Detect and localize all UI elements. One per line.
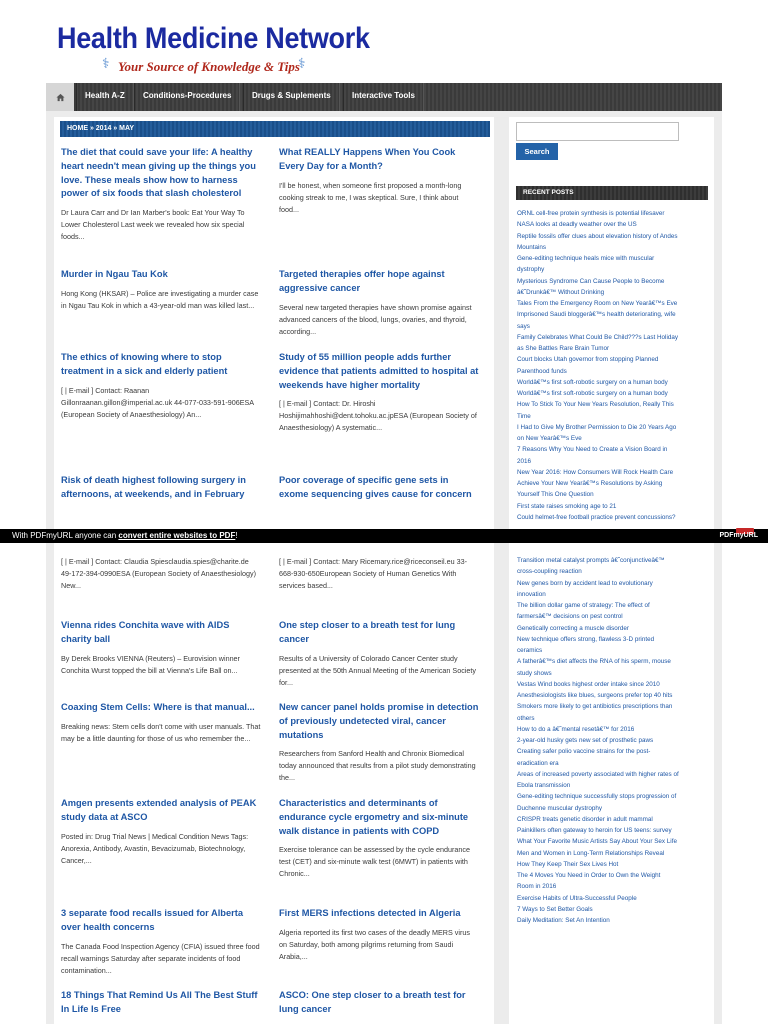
- post-excerpt: Hong Kong (HKSAR) – Police are investigating a murder case in Ngau Tau Kok in which a 43-year-old man was killed last...: [61, 288, 259, 310]
- post-card: [279, 474, 479, 502]
- post-card: [61, 797, 261, 867]
- recent-post-link[interactable]: Ebola transmission: [517, 782, 571, 789]
- recent-post-link[interactable]: Genetically correcting a muscle disorder: [517, 624, 629, 632]
- recent-post-link[interactable]: Areas of increased poverty associated with higher rates of: [517, 770, 679, 778]
- recent-post-link[interactable]: How to do a â€˜mental resetâ€™ for 2016: [517, 725, 635, 733]
- recent-post-link[interactable]: Family Celebrates What Could Be Child???s Last Holiday: [517, 333, 678, 341]
- caduceus-icon: ⚕: [102, 55, 110, 71]
- post-excerpt: Dr Laura Carr and Dr Ian Marber's book: Eat Your Way To Lower Cholesterol Last week we revealed how six special foods...: [61, 208, 245, 242]
- post-title-link[interactable]: The diet that could save your life: A healthy heart needn't mean giving up the things you love. These meals show how to harness power of six foods that slash cholesterol: [61, 147, 256, 199]
- recent-post-link[interactable]: Gene-editing technique heals mice with muscular: [517, 255, 655, 262]
- recent-post-link[interactable]: cross-coupling reaction: [517, 568, 582, 576]
- post-excerpt: Researchers from Sanford Health and Chronix Biomedical today announced that results from a pilot study demonstrating the...: [279, 749, 476, 783]
- recent-post-link[interactable]: Reptile fossils offer clues about elevation history of Andes: [517, 232, 678, 240]
- post-title-link[interactable]: The ethics of knowing where to stop treatment in a sick and elderly patient: [61, 352, 228, 376]
- recent-post-link[interactable]: others: [517, 714, 535, 722]
- pdf-banner: [0, 529, 768, 543]
- post-title-link[interactable]: First MERS infections detected in Algeria: [279, 908, 461, 918]
- post-excerpt: [ | E-mail ] Contact: Dr. Hiroshi Hoshijimahhoshi@dent.tohoku.ac.jpESA (European Society of Anaesthesiology) A systematic...: [279, 399, 477, 433]
- recent-post-link[interactable]: 7 Ways to Set Better Goals: [517, 905, 593, 913]
- recent-post-link[interactable]: Painkillers often gateway to heroin for US teens: survey: [517, 827, 672, 834]
- nav-drugs-suplements[interactable]: Drugs & Suplements: [243, 83, 340, 111]
- post-excerpt: Breaking news: Stem cells don't come with user manuals. That may be a little daunting for those of us who remember the...: [61, 721, 261, 743]
- home-button[interactable]: [46, 83, 74, 111]
- recent-posts-list: [517, 555, 709, 926]
- recent-post-link[interactable]: How They Keep Their Sex Lives Hot: [517, 860, 619, 868]
- post-excerpt: I'll be honest, when someone first proposed a month-long cooking streak to me, I was skeptical. Sure, I think about food...: [279, 180, 462, 214]
- recent-post-link[interactable]: ORNL cell-free protein synthesis is potential lifesaver: [517, 210, 665, 217]
- post-title-link[interactable]: Characteristics and determinants of endurance cycle ergometry and six-minute walk distance in patients with COPD: [279, 798, 469, 836]
- recent-post-link[interactable]: 7 Reasons Why You Need to Create a Vision Board in: [517, 446, 668, 454]
- post-card: [279, 907, 479, 963]
- recent-post-link[interactable]: on New Yearâ€™s Eve: [517, 435, 582, 442]
- recent-post-link[interactable]: as She Battles Rare Brain Tumor: [517, 345, 610, 352]
- recent-post-link[interactable]: Mysterious Syndrome Can Cause People to Become: [517, 277, 665, 285]
- post-title-link[interactable]: What REALLY Happens When You Cook Every Day for a Month?: [279, 147, 456, 171]
- recent-post-link[interactable]: Court blocks Utah governor from stopping Planned: [517, 356, 659, 364]
- post-excerpt: Exercise tolerance can be assessed by the cycle endurance test (CET) and six-minute walk test (6MWT) in patients with Chronic...: [279, 845, 470, 879]
- recent-post-link[interactable]: Creating safer polio vaccine strains for the post-: [517, 748, 651, 756]
- recent-post-link[interactable]: I Had to Give My Brother Permission to Die 20 Years Ago: [517, 423, 677, 431]
- post-title-link[interactable]: 18 Things That Remind Us All The Best Stuff In Life Is Free: [61, 990, 258, 1014]
- recent-post-link[interactable]: 2016: [517, 457, 532, 465]
- caduceus-icon: ⚕: [298, 55, 306, 71]
- recent-post-link[interactable]: Achieve Your New Yearâ€™s Resolutions by Asking: [517, 480, 663, 487]
- post-excerpt: [ | E-mail ] Contact: Raanan Gillonraanan.gillon@imperial.ac.uk 44-077-033-591-906ESA (European Society of Anaesthesiology) An...: [61, 385, 254, 419]
- post-title-link[interactable]: New cancer panel holds promise in detection of previously undetected viral, cancer mutations: [279, 702, 479, 740]
- post-title-link[interactable]: One step closer to a breath test for lung cancer: [279, 620, 456, 644]
- nav-conditions-procedures[interactable]: Conditions-Procedures: [134, 83, 240, 111]
- recent-post-link[interactable]: farmersâ€™ decisions on pest control: [517, 613, 623, 621]
- search-button[interactable]: Search: [516, 143, 558, 160]
- recent-post-link[interactable]: Yourself This One Question: [517, 491, 594, 499]
- recent-post-link[interactable]: New genes born by accident lead to evolutionary: [517, 579, 653, 587]
- recent-posts-heading: RECENT POSTS: [516, 186, 708, 200]
- post-excerpt: By Derek Brooks VIENNA (Reuters) – Eurovision winner Conchita Wurst topped the bill at Vienna's Life Ball on...: [61, 653, 240, 675]
- recent-post-link[interactable]: New Year 2016: How Consumers Will Rock Health Care: [517, 468, 674, 476]
- post-title-link[interactable]: Murder in Ngau Tau Kok: [61, 269, 168, 279]
- recent-post-link[interactable]: Anesthesiologists like blues, surgeons prefer top 40 hits: [517, 692, 673, 699]
- breadcrumb[interactable]: HOME » 2014 » MAY: [60, 121, 490, 137]
- post-excerpt: [ | E-mail ] Contact: Claudia Spiesclaudia.spies@charite.de 49-172-394-0990ESA (European Society of Anaesthesiology) New...: [61, 557, 256, 590]
- post-card: [61, 268, 261, 312]
- recent-post-link[interactable]: Smokers more likely to get antibiotics prescriptions than: [517, 703, 673, 711]
- recent-post-link[interactable]: Transition metal catalyst prompts â€˜conjunctiveâ€™: [517, 557, 665, 564]
- post-card: [61, 474, 261, 502]
- recent-post-link[interactable]: Men and Women in Long-Term Relationships Reveal: [517, 849, 665, 857]
- recent-post-link[interactable]: Daily Meditation: Set An Intention: [517, 917, 610, 924]
- pdf-banner-text: With PDFmyURL anyone can: [12, 531, 119, 540]
- recent-post-link[interactable]: The billion dollar game of strategy: The effect of: [517, 602, 650, 609]
- recent-post-link[interactable]: Worldâ€™s first soft-robotic surgery on a human body: [517, 378, 668, 386]
- recent-post-link[interactable]: New technique offers strong, flawless 3-D printed: [517, 635, 655, 643]
- home-icon: [56, 93, 65, 102]
- post-excerpt: Several new targeted therapies have shown promise against advanced cancers of the blood, lungs, ovaries, and thyroid, according...: [279, 302, 472, 336]
- recent-post-link[interactable]: A fatherâ€™s diet affects the RNA of his sperm, mouse: [517, 658, 671, 666]
- pdf-convert-link[interactable]: convert entire websites to PDF: [118, 531, 236, 540]
- post-title-link[interactable]: Targeted therapies offer hope against aggressive cancer: [279, 269, 445, 293]
- recent-post-link[interactable]: NASA looks at deadly weather over the US: [517, 221, 637, 229]
- post-card: [279, 146, 479, 216]
- recent-post-link[interactable]: Time: [517, 412, 531, 420]
- recent-post-link[interactable]: Could helmet-free football practice prevent concussions?: [517, 513, 676, 521]
- post-excerpt: Results of a University of Colorado Cancer Center study presented at the 50th Annual Meeting of the American Society for...: [279, 653, 476, 687]
- recent-post-link[interactable]: 2-year-old husky gets new set of prosthetic paws: [517, 737, 654, 744]
- post-card: [279, 797, 479, 880]
- post-title-link[interactable]: Study of 55 million people adds further evidence that patients admitted to hospital at weekends have higher mortality: [279, 352, 479, 390]
- recent-post-link[interactable]: Room in 2016: [517, 883, 557, 891]
- recent-post-link[interactable]: Exercise Habits of Ultra-Successful People: [517, 894, 637, 902]
- recent-posts-list: [517, 208, 709, 523]
- post-title-link[interactable]: Risk of death highest following surgery in afternoons, at weekends, and in February: [61, 475, 246, 499]
- recent-post-link[interactable]: innovation: [517, 590, 546, 598]
- recent-post-link[interactable]: eradication era: [517, 759, 559, 767]
- post-card: [61, 146, 261, 243]
- recent-post-link[interactable]: says: [517, 322, 530, 330]
- recent-post-link[interactable]: Mountains: [517, 243, 547, 251]
- post-card: [279, 351, 479, 434]
- site-title[interactable]: Health Medicine Network: [57, 22, 370, 55]
- post-card: [279, 619, 479, 689]
- recent-post-link[interactable]: ceramics: [517, 647, 543, 654]
- post-card: [61, 701, 261, 745]
- recent-post-link[interactable]: Worldâ€™s first soft-robotic surgery on a human body: [517, 390, 668, 397]
- recent-post-link[interactable]: Parenthood funds: [517, 367, 567, 375]
- main-navigation: [46, 83, 722, 111]
- nav-interactive-tools[interactable]: Interactive Tools: [343, 83, 424, 111]
- post-excerpt: Algeria reported its first two cases of the deadly MERS virus on Saturday, both among pilgrims returning from Saudi Arabia,...: [279, 927, 470, 961]
- post-card: [61, 619, 261, 677]
- post-excerpt: The Canada Food Inspection Agency (CFIA) issued three food recall warnings Saturday after separate incidents of food contamination...: [61, 941, 260, 975]
- pdf-banner-suffix: !: [235, 531, 238, 540]
- nav-health-a-z[interactable]: Health A-Z: [76, 83, 134, 111]
- recent-post-link[interactable]: Tales From the Emergency Room on New Yearâ€™s Eve: [517, 300, 678, 307]
- post-title-link[interactable]: 3 separate food recalls issued for Alberta over health concerns: [61, 908, 244, 932]
- recent-post-link[interactable]: dystrophy: [517, 266, 545, 274]
- recent-post-link[interactable]: CRISPR treats genetic disorder in adult mammal: [517, 815, 653, 823]
- post-card: [61, 989, 261, 1017]
- recent-post-link[interactable]: study shows: [517, 669, 552, 677]
- post-title-link[interactable]: Poor coverage of specific gene sets in exome sequencing gives cause for concern: [279, 475, 472, 499]
- recent-post-link[interactable]: Gene-editing technique successfully stops progression of: [517, 793, 677, 801]
- post-card: [61, 907, 261, 977]
- post-excerpt: Posted in: Drug Trial News | Medical Condition News Tags: Anorexia, Antibody, Avastin, Bevacizumab, Biotechnology, Cancer,...: [61, 831, 249, 865]
- post-card: [279, 701, 479, 784]
- recent-post-link[interactable]: Imprisoned Saudi bloggerâ€™s health deteriorating, wife: [517, 311, 676, 319]
- recent-post-link[interactable]: Duchenne muscular dystrophy: [517, 804, 603, 812]
- post-title-link[interactable]: ASCO: One step closer to a breath test for lung cancer: [279, 990, 466, 1014]
- post-title-link[interactable]: Vienna rides Conchita wave with AIDS charity ball: [61, 620, 230, 644]
- search-input[interactable]: [516, 122, 679, 141]
- recent-post-link[interactable]: â€˜Drunkâ€™ Without Drinking: [517, 288, 605, 296]
- site-tagline: Your Source of Knowledge & Tips: [118, 59, 300, 74]
- recent-post-link[interactable]: The 4 Moves You Need in Order to Own the Weight: [517, 872, 661, 879]
- recent-post-link[interactable]: First state raises smoking age to 21: [517, 502, 617, 510]
- post-card: [279, 268, 479, 338]
- pdf-logo[interactable]: PDFmyURL: [719, 532, 758, 539]
- recent-post-link[interactable]: What Your Favorite Music Artists Say About Your Sex Life: [517, 838, 677, 846]
- post-title-link[interactable]: Coaxing Stem Cells: Where is that manual...: [61, 702, 255, 712]
- post-title-link[interactable]: Amgen presents extended analysis of PEAK study data at ASCO: [61, 798, 257, 822]
- recent-post-link[interactable]: How To Stick To Your New Years Resolution, Really This: [517, 401, 674, 409]
- post-card: [279, 989, 479, 1017]
- recent-post-link[interactable]: Vestas Wind books highest order intake since 2010: [517, 680, 660, 688]
- post-card: [61, 351, 261, 421]
- post-excerpt: [ | E-mail ] Contact: Mary Ricemary.rice@riceconseil.eu 33-668-930-650European Society of Human Genetics With services based...: [279, 557, 467, 590]
